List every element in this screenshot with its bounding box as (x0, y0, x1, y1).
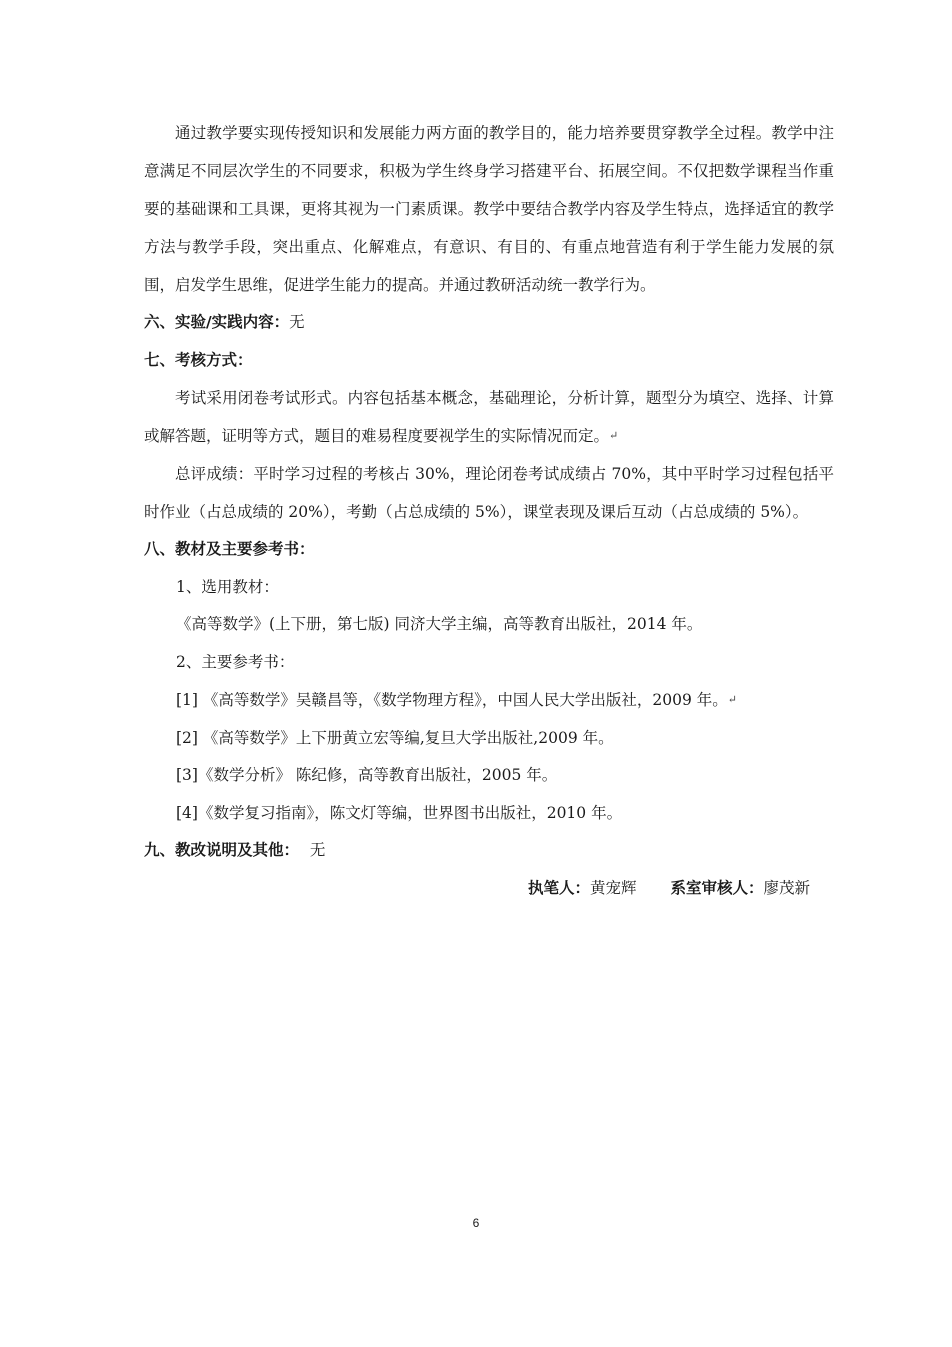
paragraph-mark-icon: ↵ (727, 693, 737, 706)
reference-item (144, 681, 834, 720)
textbook-entry: 《高等数学》(上下册，第七版) 同济大学主编，高等教育出版社，2014 年。 (176, 615, 703, 633)
page-content (144, 114, 834, 907)
reference-text: [2] 《高等数学》上下册黄立宏等编,复旦大学出版社,2009 年。 (176, 728, 614, 747)
section6-heading (144, 304, 834, 342)
references-label: 2、主要参考书： (176, 652, 295, 671)
paragraph-mark-icon: ↵ (609, 429, 619, 442)
page-number: 6 (472, 1216, 480, 1230)
section6-title: 六、实验/实践内容： (144, 313, 290, 331)
section9-value: 无 (309, 841, 326, 859)
reference-item (144, 720, 834, 758)
section9-title: 九、教改说明及其他： (144, 841, 300, 859)
section6-value: 无 (289, 313, 305, 331)
exam-format-text: 考试采用闭卷考试形式。内容包括基本概念，基础理论，分析计算，题型分为填空、选择、计算或解答题，证明等方式，题目的难易程度要视学生的实际情况而定。 (144, 389, 834, 445)
grading-paragraph: 总评成绩：平时学习过程的考核占 30%，理论闭卷考试成绩占 70%，其中平时学习过程包括平时作业（占总成绩的 20%），考勤（占总成绩的 5%），课堂表现及课后互动（占总成绩的 5%）。 (144, 465, 834, 521)
section9-heading (144, 832, 834, 870)
reference-text: [3]《数学分析》 陈纪修，高等教育出版社，2005 年。 (176, 766, 558, 784)
section8-heading: 八、教材及主要参考书： (144, 540, 315, 558)
section7-heading: 七、考核方式： (144, 350, 253, 369)
reviewer-label: 系室审核人： (670, 878, 764, 897)
intro-paragraph: 通过教学要实现传授知识和发展能力两方面的教学目的，能力培养要贯穿教学全过程。教学中注意满足不同层次学生的不同要求，积极为学生终身学习搭建平台、拓展空间。不仅把数学课程当作重要的基础课和工具课，更将其视为一门素质课。教学中要结合教学内容及学生特点，选择适宜的教学方法与教学手段，突出重点、化解难点，有意识、有目的、有重点地营造有利于学生能力发展的氛围，启发学生思维，促进学生能力的提高。并通过教研活动统一教学行为。 (144, 124, 834, 294)
reviewer-name: 廖茂新 (763, 878, 810, 897)
reference-item (144, 757, 834, 795)
reference-item (144, 795, 834, 833)
reference-text: [4]《数学复习指南》，陈文灯等编，世界图书出版社，2010 年。 (176, 803, 623, 822)
textbook-label: 1、选用教材： (176, 577, 279, 596)
reference-text: [1] 《高等数学》吴赣昌等，《数学物理方程》，中国人民大学出版社，2009 年。 (176, 691, 728, 709)
author-name: 黄宠辉 (589, 878, 637, 897)
signature-line (144, 870, 834, 908)
author-label: 执笔人： (527, 878, 590, 897)
exam-format-paragraph (144, 379, 834, 455)
